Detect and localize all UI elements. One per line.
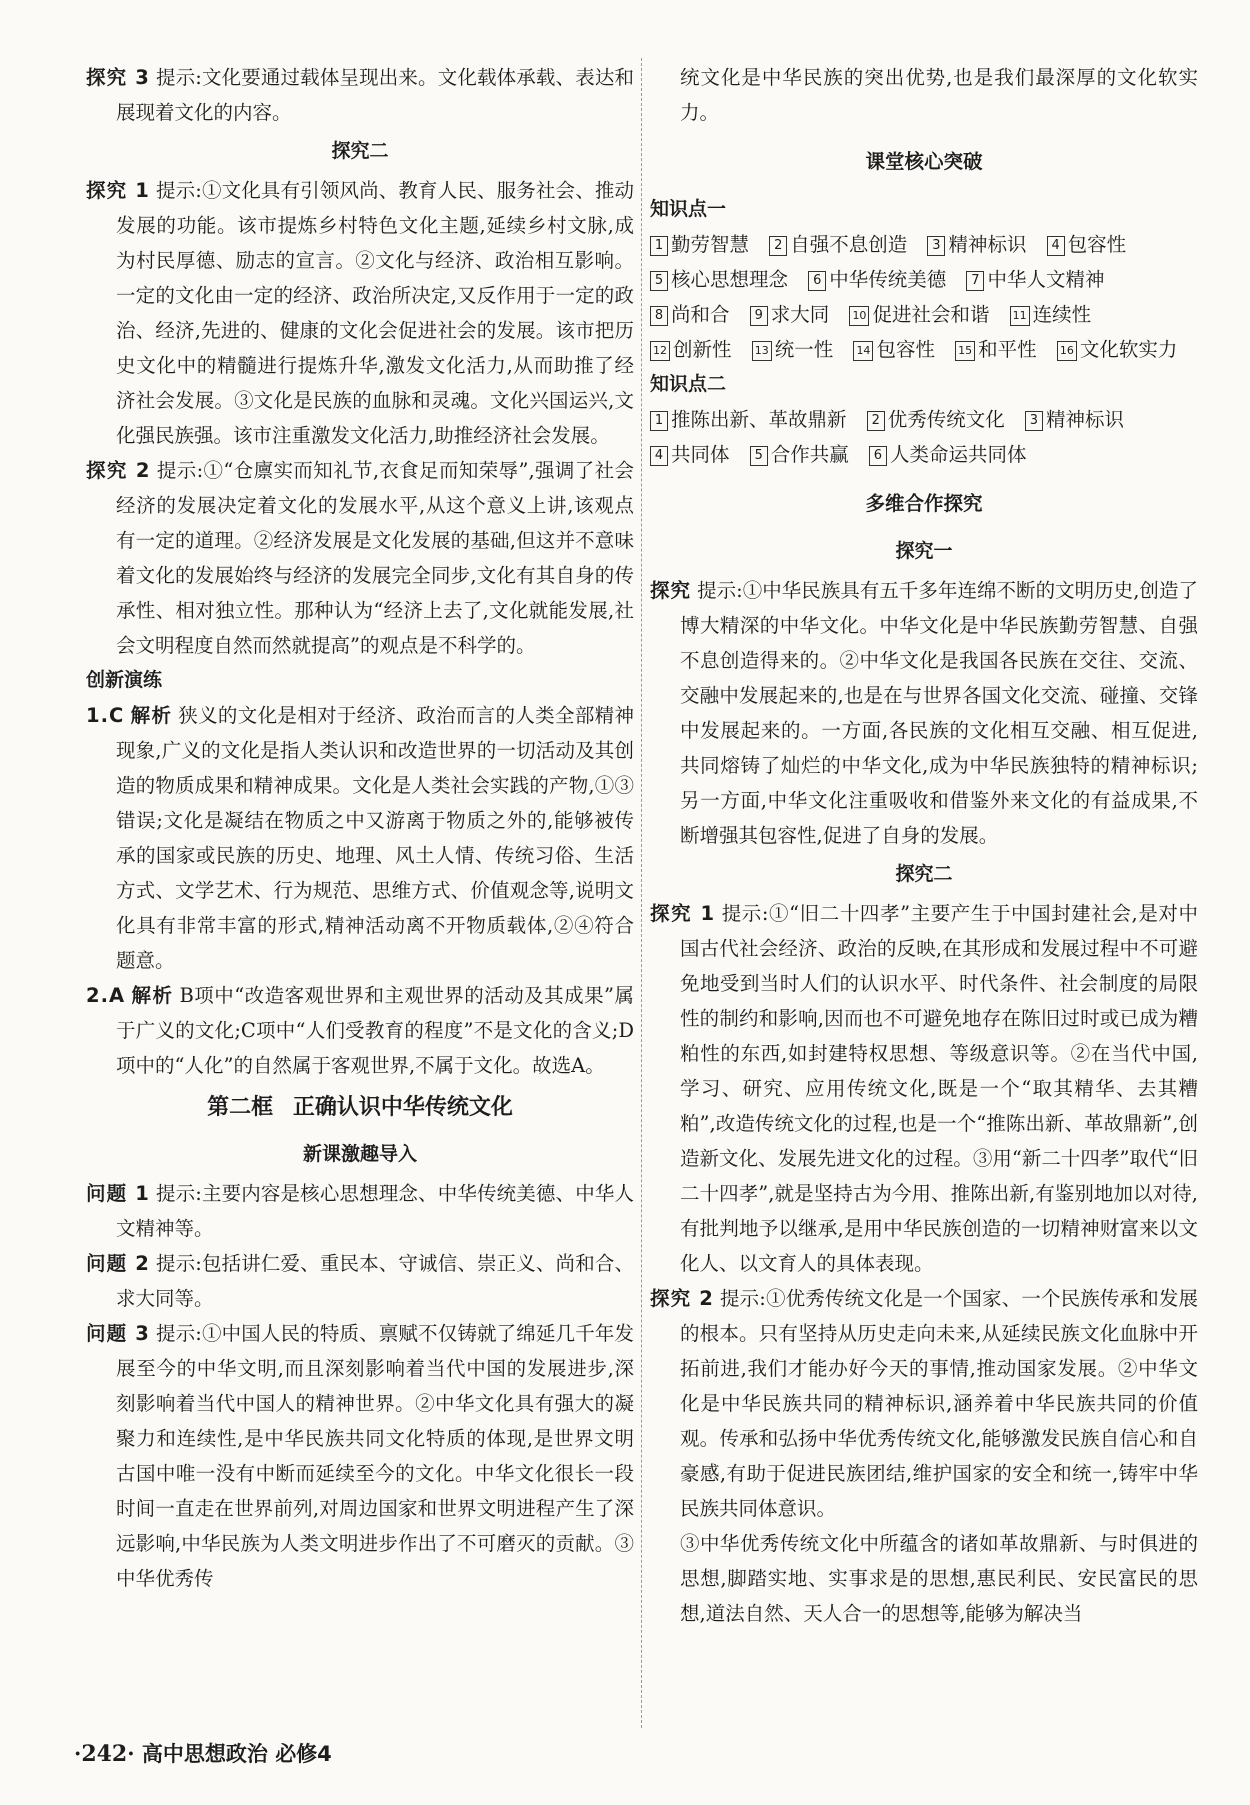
- tanjiu2-label: 探究 2: [86, 459, 151, 482]
- kp2-item: [650, 408, 847, 431]
- kp1-item: [808, 268, 946, 291]
- cooperation-heading: 多维合作探究: [865, 492, 983, 515]
- wenti1-label: 问题 1: [86, 1182, 150, 1205]
- kp1-item-text: 促进社会和谐: [872, 303, 990, 326]
- kp1-item-text: 包容性: [1067, 233, 1127, 256]
- innovation-heading: 创新演练: [86, 669, 163, 691]
- tanjiu1-label: 探究 1: [86, 179, 150, 202]
- kp2-item-text: 推陈出新、革故鼎新: [671, 408, 847, 431]
- kp1-item: [849, 303, 989, 326]
- number-box: 5: [750, 446, 768, 466]
- kp1-item: [650, 303, 730, 326]
- kp1-item-text: 中华传统美德: [829, 268, 947, 291]
- number-box: 10: [849, 306, 869, 326]
- kp1-item: [752, 338, 834, 361]
- wenti3-text: 提示:①中国人民的特质、禀赋不仅铸就了绵延几千年发展至今的中华文明,而且深刻影响着当代中国的发展进步,深刻影响着当代中国人的精神世界。②中华文化具有强大的凝聚力和连续性,是中华民族共同文化特质的体现,是世界文明古国中唯一没有中断而延续至今的文化。中华文化很长一段时间一直走在世界前列,对周边国家和世界文明进程产生了深远影响,中华民族为人类文明进步作出了不可磨灭的贡献。③中华优秀传: [116, 1322, 634, 1590]
- number-box: 7: [966, 271, 984, 291]
- kp1-item: [750, 303, 830, 326]
- book-title: 高中思想政治: [141, 1742, 268, 1766]
- tanjiu3-text: 提示:文化要通过载体呈现出来。文化载体承载、表达和展现着文化的内容。: [116, 66, 634, 124]
- number-box: 3: [927, 236, 945, 256]
- number-box: 1: [650, 236, 668, 256]
- continued-paragraph: 统文化是中华民族的突出优势,也是我们最深厚的文化软实力。: [680, 66, 1198, 124]
- explore2-2-label: 探究 2: [650, 1287, 714, 1310]
- kp2-item: [867, 408, 1005, 431]
- wenti2-label: 问题 2: [86, 1252, 150, 1275]
- kp2-item: [750, 443, 849, 466]
- explore2-2-continued: ③中华优秀传统文化中所蕴含的诸如革故鼎新、与时俱进的思想,脚踏实地、实事求是的思想,惠民利民、安民富民的思想,道法自然、天人合一的思想等,能够为解决当: [680, 1532, 1198, 1625]
- intro-heading: 新课激趣导入: [302, 1143, 417, 1165]
- kp1-item: [853, 338, 935, 361]
- number-box: 12: [650, 341, 670, 361]
- kp1-item: [1010, 303, 1092, 326]
- number-box: 15: [955, 341, 975, 361]
- kp2-item: [650, 443, 730, 466]
- explore1-text: 提示:①中华民族具有五千多年连绵不断的文明历史,创造了博大精深的中华文化。中华文化是中华民族勤劳智慧、自强不息创造得来的。②中华文化是我国各民族在交往、交流、交融中发展起来的,也是在与世界各国文化交流、碰撞、交锋中发展起来的。一方面,各民族的文化相互交融、相互促进,共同熔铸了灿烂的中华文化,成为中华民族独特的精神标识;另一方面,中华文化注重吸收和借鉴外来文化的有益成果,不断增强其包容性,促进了自身的发展。: [680, 579, 1198, 847]
- kp1-item-text: 中华人文精神: [987, 268, 1105, 291]
- footer-bullet: ·: [74, 1741, 82, 1766]
- tanjiu2-paragraph: [86, 453, 634, 663]
- number-box: 8: [650, 306, 668, 326]
- tanjiu2-text: 提示:①“仓廪实而知礼节,衣食足而知荣辱”,强调了社会经济的发展决定着文化的发展水平,从这个意义上讲,该观点有一定的道理。②经济发展是文化发展的基础,但这并不意味着文化的发展始终与经济的发展完全同步,文化有其自身的传承性、相对独立性。那种认为“经济上去了,文化就能发展,社会文明程度自然而然就提高”的观点是不科学的。: [116, 459, 634, 657]
- question1-tag: 解析: [130, 704, 173, 727]
- wenti2-paragraph: [86, 1246, 634, 1316]
- left-column: [86, 60, 634, 1596]
- question2-tag: 解析: [131, 984, 174, 1007]
- kp1-item-text: 尚和合: [671, 303, 730, 326]
- kp2-item-text: 优秀传统文化: [887, 408, 1005, 431]
- kp2-item: [869, 443, 1027, 466]
- explore1-heading: 探究一: [895, 540, 953, 562]
- kp1-item: [650, 338, 732, 361]
- knowledge-point-1-list: [650, 227, 1198, 367]
- number-box: 4: [1047, 236, 1065, 256]
- wenti2-text: 提示:包括讲仁爱、重民本、守诚信、崇正义、尚和合、求大同等。: [116, 1252, 634, 1310]
- tanjiu1-text: 提示:①文化具有引领风尚、教育人民、服务社会、推动发展的功能。该市提炼乡村特色文化主题,延续乡村文脉,成为村民厚德、励志的宣言。②文化与经济、政治相互影响。一定的文化由一定的经济、政治所决定,又反作用于一定的政治、经济,先进的、健康的文化会促进社会的发展。该市把历史文化中的精髓进行提炼升华,激发文化活力,从而助推了经济社会发展。③文化是民族的血脉和灵魂。文化兴国运兴,文化强民族强。该市注重激发文化活力,助推经济社会发展。: [116, 179, 634, 447]
- explore2-2-text: 提示:①优秀传统文化是一个国家、一个民族传承和发展的根本。只有坚持从历史走向未来,从延续民族文化血脉中开拓前进,我们才能办好今天的事情,推动国家发展。②中华文化是中华民族共同的精神标识,涵养着中华民族共同的价值观。传承和弘扬中华优秀传统文化,能够激发民族自信心和自豪感,有助于促进民族团结,维护国家的安全和统一,铸牢中华民族共同体意识。: [680, 1287, 1198, 1520]
- explore2-1-label: 探究 1: [650, 902, 716, 925]
- number-box: 14: [853, 341, 873, 361]
- kp1-item-text: 统一性: [774, 338, 834, 361]
- number-box: 6: [808, 271, 826, 291]
- number-box: 3: [1025, 411, 1043, 431]
- kp1-item-text: 求大同: [770, 303, 830, 326]
- kp2-item-text: 精神标识: [1045, 408, 1124, 431]
- tanjiu3-paragraph: [86, 60, 634, 130]
- kp1-item-text: 文化软实力: [1079, 338, 1178, 361]
- number-box: 2: [769, 236, 787, 256]
- kp2-item-text: 共同体: [671, 443, 730, 466]
- tanjiu1-paragraph: [86, 173, 634, 453]
- number-box: 16: [1057, 341, 1077, 361]
- tanjiu2-heading: 探究二: [331, 140, 389, 162]
- question2-answer: [86, 978, 634, 1083]
- tanjiu3-label: 探究 3: [86, 66, 150, 89]
- book-volume: 必修4: [275, 1742, 332, 1766]
- explore1-label: 探究: [650, 579, 692, 602]
- kp2-item-text: 人类命运共同体: [889, 443, 1027, 466]
- knowledge-point-1-heading: 知识点一: [650, 198, 727, 220]
- page-footer: [74, 1738, 332, 1768]
- right-column: [650, 60, 1198, 1631]
- question2-label: 2.A: [86, 984, 126, 1007]
- wenti3-paragraph: [86, 1316, 634, 1596]
- kp2-item-text: 合作共赢: [770, 443, 849, 466]
- kp1-item-text: 精神标识: [948, 233, 1027, 256]
- knowledge-point-2-list: [650, 402, 1198, 472]
- number-box: 9: [750, 306, 768, 326]
- kp1-item: [955, 338, 1037, 361]
- kp1-item: [1047, 233, 1127, 256]
- number-box: 5: [650, 271, 668, 291]
- kp1-item: [650, 233, 749, 256]
- number-box: 13: [752, 341, 772, 361]
- knowledge-point-2-heading: 知识点二: [650, 373, 727, 395]
- explore2-heading: 探究二: [895, 863, 953, 885]
- kp2-item: [1025, 408, 1124, 431]
- kp1-item-text: 包容性: [876, 338, 935, 361]
- core-heading: 课堂核心突破: [865, 150, 983, 173]
- number-box: 1: [650, 411, 668, 431]
- number-box: 6: [869, 446, 887, 466]
- explore2-1-paragraph: [650, 896, 1198, 1281]
- explore2-2-paragraph: [650, 1281, 1198, 1526]
- kp1-item-text: 勤劳智慧: [671, 233, 750, 256]
- number-box: 4: [650, 446, 668, 466]
- wenti1-text: 提示:主要内容是核心思想理念、中华传统美德、中华人文精神等。: [116, 1182, 634, 1240]
- kp1-item: [1057, 338, 1178, 361]
- kp1-item-text: 连续性: [1032, 303, 1092, 326]
- kp1-item-text: 自强不息创造: [790, 233, 908, 256]
- footer-bullet-2: ·: [127, 1741, 135, 1766]
- column-divider: [641, 58, 642, 1728]
- kp1-item: [769, 233, 907, 256]
- question1-answer: [86, 698, 634, 978]
- question2-text: B项中“改造客观世界和主观世界的活动及其成果”属于广义的文化;C项中“人们受教育的程度”不是文化的含义;D项中的“人化”的自然属于客观世界,不属于文化。故选A。: [116, 984, 634, 1077]
- kp1-item: [650, 268, 788, 291]
- number-box: 11: [1010, 306, 1030, 326]
- question1-text: 狭义的文化是相对于经济、政治而言的人类全部精神现象,广义的文化是指人类认识和改造世界的一切活动及其创造的物质成果和精神成果。文化是人类社会实践的产物,①③错误;文化是凝结在物质之中又游离于物质之外的,能够被传承的国家或民族的历史、地理、风土人情、传统习俗、生活方式、文学艺术、行为规范、思维方式、价值观念等,说明文化具有非常丰富的形式,精神活动离不开物质载体,②④符合题意。: [116, 704, 634, 972]
- kp1-item-text: 核心思想理念: [671, 268, 789, 291]
- kp1-item: [966, 268, 1104, 291]
- number-box: 2: [867, 411, 885, 431]
- chapter-heading: 第二框 正确认识中华传统文化: [207, 1095, 513, 1120]
- explore1-paragraph: [650, 573, 1198, 853]
- kp1-item-text: 创新性: [673, 338, 732, 361]
- explore2-1-text: 提示:①“旧二十四孝”主要产生于中国封建社会,是对中国古代社会经济、政治的反映,在其形成和发展过程中不可避免地受到当时人们的认识水平、时代条件、社会制度的局限性的制约和影响,因而也不可避免地存在陈旧过时或已成为糟粕性的东西,如封建特权思想、等级意识等。②在当代中国,学习、研究、应用传统文化,既是一个“取其精华、去其糟粕”,改造传统文化的过程,也是一个“推陈出新、革故鼎新”,创造新文化、发展先进文化的过程。③用“新二十四孝”取代“旧二十四孝”,就是坚持古为今用、推陈出新,有鉴别地加以对待,有批判地予以继承,是用中华民族创造的一切精神财富来以文化人、以文育人的具体表现。: [680, 902, 1198, 1275]
- wenti1-paragraph: [86, 1176, 634, 1246]
- wenti3-label: 问题 3: [86, 1322, 150, 1345]
- kp1-item: [927, 233, 1026, 256]
- kp1-item-text: 和平性: [978, 338, 1037, 361]
- page-number: 242: [81, 1741, 128, 1767]
- question1-label: 1.C: [86, 704, 125, 727]
